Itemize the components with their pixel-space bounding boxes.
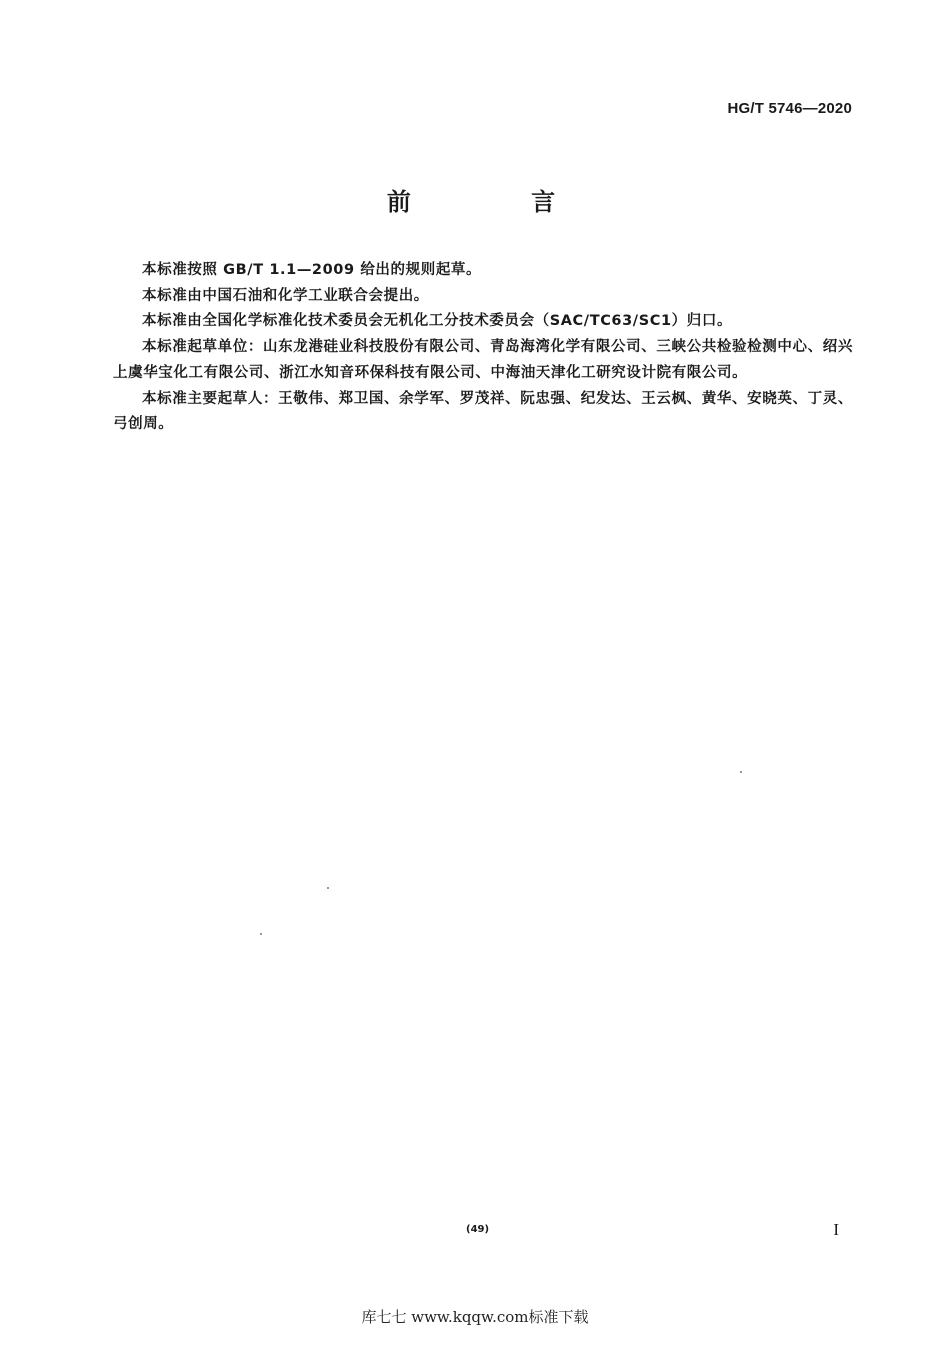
paragraph-drafting-rules: 本标准按照 GB/T 1.1—2009 给出的规则起草。 [142, 262, 482, 278]
paragraph-drafting-units: 本标准起草单位：山东龙港硅业科技股份有限公司、青岛海湾化学有限公司、三峡公共检验检测中心、绍兴上虞华宝化工有限公司、浙江水知音环保科技有限公司、中海油天津化工研究设计院有限公司。 [113, 339, 853, 381]
download-watermark: 库七七 www.kqqw.com标准下载 [361, 1308, 589, 1326]
roman-page-number: I [833, 1220, 839, 1239]
page-number: (49) [466, 1224, 490, 1235]
scan-speck [260, 933, 262, 935]
paragraph-proposer: 本标准由中国石油和化学工业联合会提出。 [142, 287, 429, 304]
scan-speck [327, 887, 329, 889]
paragraph-drafters: 本标准主要起草人：王敬伟、郑卫国、余学军、罗茂祥、阮忠强、纪发达、王云枫、黄华、安晓英、丁灵、弓创周。 [113, 390, 853, 433]
page-title: 前 言 [386, 188, 612, 216]
foreword-body [113, 258, 853, 438]
scan-speck [740, 771, 742, 773]
standard-code: HG/T 5746—2020 [727, 100, 852, 117]
paragraph-administrator: 本标准由全国化学标准化技术委员会无机化工分技术委员会（SAC/TC63/SC1）归口。 [142, 313, 733, 330]
